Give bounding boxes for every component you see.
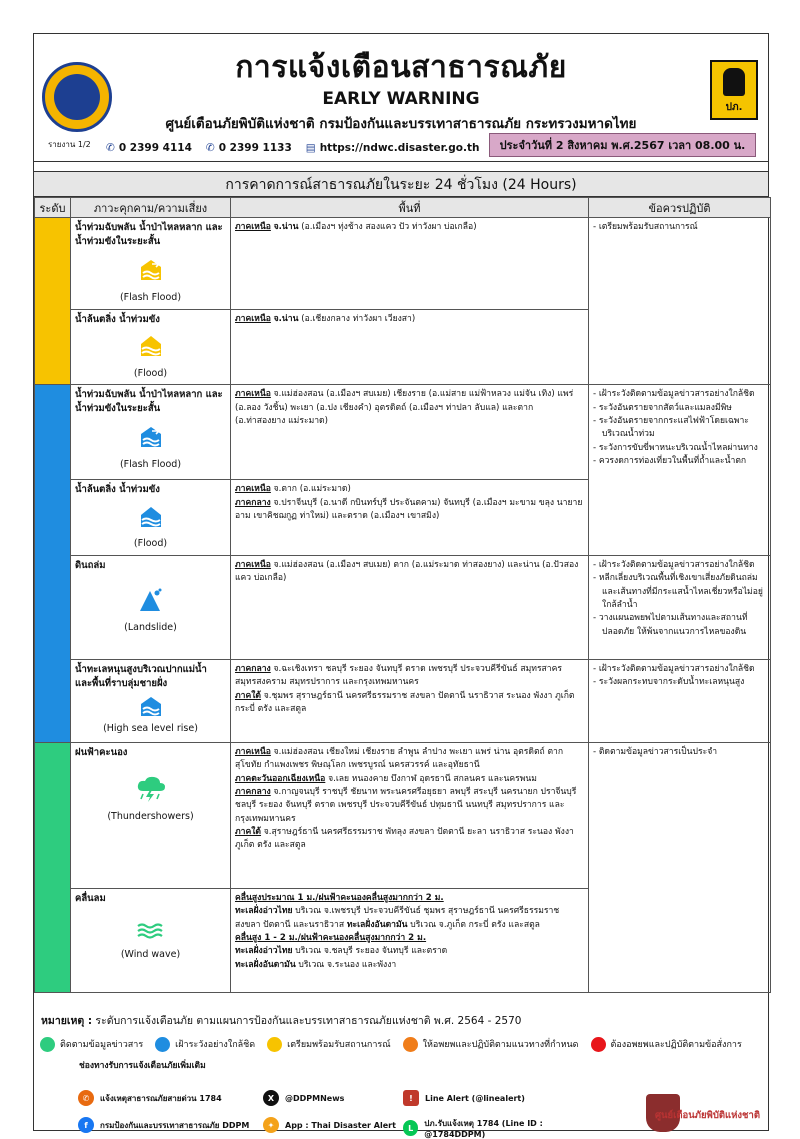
region-label: ภาคกลาง — [235, 787, 271, 798]
hazard-name-en: (Flash Flood) — [119, 291, 182, 303]
page-title: การแจ้งเตือนสาธารณภัย — [235, 50, 567, 85]
contact-bar — [106, 142, 479, 154]
forecast-table — [34, 197, 771, 993]
advice-item: - เตรียมพร้อมรับสถานการณ์ — [593, 222, 698, 232]
area-text: จ.แม่ฮ่องสอน (อ.เมืองฯ สบเมย) ตาก (อ.แม่ระมาด ท่าสองยาง) และน่าน (อ.ปัวสองแคว บ่อเกลือ) — [235, 560, 579, 584]
sea-level-icon — [75, 695, 226, 722]
channel-label: App : Thai Disaster Alert — [285, 1120, 396, 1130]
col-level: ระดับ — [35, 198, 71, 218]
hazard-cell — [71, 556, 231, 660]
region-label: ภาคเหนือ — [235, 222, 271, 232]
area-text: จ.กาญจนบุรี ราชบุรี ชัยนาท พระนครศรีอยุธยา ลพบุรี สระบุรี นครนายก ปราจีนบุรี ชลบุรี ระยอง จันทบุรี ตราด เพชรบุรี ประจวบคีรีขันธ์ ปทุมธานี นนทบุรี สมุทรปราการ และกรุงเทพมหานคร — [235, 787, 577, 824]
hazard-cell — [71, 218, 231, 310]
orange-dot-icon — [403, 1037, 418, 1052]
x-logo-icon: X — [263, 1090, 279, 1106]
region-label: ภาคตะวันออกเฉียงเหนือ — [235, 773, 326, 784]
phone-1: 0 2399 4114 — [118, 142, 192, 154]
area-text: จ.แม่ฮ่องสอน เชียงใหม่ เชียงราย ลำพูน ลำปาง พะเยา แพร่ น่าน อุตรดิตถ์ ตาก สุโขทัย กำแพงเพชร พิษณุโลก เพชรบูรณ์ นครสวรรค์ และอุทัยธานี — [235, 747, 564, 771]
area-text: จ.เลย หนองคาย บึงกาฬ อุดรธานี สกลนคร และนครพนม — [328, 773, 537, 784]
advice-item: - ติดตามข้อมูลข่าวสารเป็นประจำ — [593, 747, 718, 758]
area-text: จ.ชุมพร สุราษฎร์ธานี นครศรีธรรมราช สงขลา ปัตตานี นราธิวาส ระนอง พังงา ภูเก็ต กระบี่ ตรัง และสตูล — [235, 690, 575, 715]
advice-item: - ระวังอันตรายจากสัตว์และแมลงมีพิษ — [593, 402, 732, 413]
flood-icon — [75, 334, 226, 363]
x-channel[interactable] — [263, 1090, 344, 1106]
alert-icon: ! — [403, 1090, 419, 1106]
region-label: ภาคใต้ — [235, 827, 262, 838]
area-cell — [231, 480, 589, 556]
hazard-cell — [71, 385, 231, 480]
footnote-label: หมายเหตุ : — [41, 1015, 93, 1027]
area-text: จ.ปราจีนบุรี (อ.นาดี กบินทร์บุรี ประจันตคาม) จันทบุรี (อ.เมืองฯ มะขาม ขลุง นายายอาม เขาคิชฌกูฏ ท่าใหม่) และตราด (อ.เมืองฯ เขาสมิง) — [235, 497, 583, 521]
page-title-en: EARLY WARNING — [322, 89, 480, 109]
hazard-name: น้ำล้นตลิ่ง น้ำท่วมขัง — [75, 313, 160, 325]
footnote-text: ระดับการแจ้งเตือนภัย ตามแผนการป้องกันและบรรเทาสาธารณภัยแห่งชาติ พ.ศ. 2564 - 2570 — [92, 1015, 522, 1027]
ppor-logo-icon — [710, 60, 758, 120]
channel-label: Line Alert (@linealert) — [425, 1093, 525, 1103]
area-text: บริเวณ จ.เพชรบุรี ประจวบคีรีขันธ์ ชุมพร สุราษฎร์ธานี นครศรีธรรมราช สงขลา ปัตตานี และนราธิวาส — [235, 906, 560, 930]
phone-contact-1[interactable] — [106, 142, 192, 154]
area-cell — [231, 218, 589, 310]
table-row — [35, 743, 771, 889]
area-cell — [231, 660, 589, 743]
hazard-name: น้ำล้นตลิ่ง น้ำท่วมขัง — [75, 484, 160, 496]
legend-item — [40, 1037, 143, 1052]
level-legend — [40, 1037, 770, 1052]
channel-label: @DDPMNews — [285, 1093, 345, 1103]
facebook-icon: f — [78, 1117, 94, 1133]
ppor-logo-label: ปภ. — [725, 102, 743, 113]
hazard-cell — [71, 889, 231, 993]
line-icon: L — [403, 1120, 418, 1136]
report-number: รายงาน 1/2 — [48, 140, 91, 149]
level-yellow — [35, 218, 71, 385]
facebook-channel[interactable] — [78, 1117, 249, 1133]
hazard-name: ดินถล่ม — [75, 560, 106, 572]
advice-cell — [589, 385, 771, 556]
wave-heading: คลื่นสูง 1 - 2 ม./ฝนฟ้าคะนองคลื่นสูงมากกว่า 2 ม. — [235, 933, 427, 944]
level-blue — [35, 385, 71, 743]
level-green — [35, 743, 71, 993]
fax-icon: ✆ — [205, 142, 215, 154]
area-text: (อ.เชียงกลาง ท่าวังผา เวียงสา) — [298, 313, 416, 324]
line-1784-channel[interactable] — [403, 1117, 598, 1139]
hazard-name: น้ำทะเลหนุนสูงบริเวณปากแม่น้ำ และพื้นที่ราบลุ่มชายฝั่ง — [75, 664, 207, 689]
sea-label: ทะเลฝั่งอ่าวไทย — [235, 946, 293, 957]
area-text: บริเวณ จ.ระนอง และพังงา — [295, 959, 397, 970]
agency-subtitle: ศูนย์เตือนภัยพิบัติแห่งชาติ กรมป้องกันและบรรเทาสาธารณภัย กระทรวงมหาดไทย — [165, 116, 637, 132]
channel-label: กรมป้องกันและบรรเทาสาธารณภัย DDPM — [100, 1120, 250, 1130]
app-channel[interactable] — [263, 1117, 396, 1133]
area-text: จ.แม่ฮ่องสอน (อ.เมืองฯ สบเมย) เชียงราย (อ.แม่สาย แม่ฟ้าหลวง แม่จัน เทิง) แพร่ (อ.ลอง วังชิ้น) พะเยา (อ.ปง เชียงคำ) อุตรดิตถ์ (อ.เมืองฯ ท่าปลา ลับแล) และตาก (อ.ท่าสองยาง แม่ระมาด) — [235, 389, 574, 426]
table-row — [35, 218, 771, 310]
legend-label: ให้อพยพและปฏิบัติตามแนวทางที่กำหนด — [422, 1040, 579, 1050]
area-cell — [231, 309, 589, 385]
table-row — [35, 660, 771, 743]
legend-item — [267, 1037, 390, 1052]
area-text: จ.ฉะเชิงเทรา ชลบุรี ระยอง จันทบุรี ตราด เพชรบุรี ประจวบคีรีขันธ์ สมุทรสาคร สมุทรสงคราม สมุทรปราการ และกรุงเทพมหานคร — [235, 664, 562, 688]
area-text: บริเวณ จ.ภูเก็ต กระบี่ ตรัง และสตูล — [407, 919, 540, 930]
region-label: ภาคเหนือ — [235, 313, 271, 324]
advice-item: - วางแผนอพยพไปตามเส้นทางและสถานที่ปลอดภัย ให้พ้นจากแนวการไหลของดิน — [593, 613, 748, 637]
hazard-name: น้ำท่วมฉับพลัน น้ำป่าไหลหลาก และน้ำท่วมขังในระยะสั้น — [75, 222, 223, 247]
footer — [34, 1012, 770, 1139]
line-alert-channel[interactable] — [403, 1090, 525, 1106]
website-url: https://ndwc.disaster.go.th — [319, 142, 480, 154]
header — [34, 34, 768, 162]
hazard-cell — [71, 309, 231, 385]
hazard-cell — [71, 743, 231, 889]
issue-date: ประจำวันที่ 2 สิงหาคม พ.ศ.2567 เวลา 08.00 น. — [489, 133, 756, 157]
hazard-name: น้ำท่วมฉับพลัน น้ำป่าไหลหลาก และน้ำท่วมขังในระยะสั้น — [75, 389, 223, 415]
province-label: จ.น่าน — [273, 222, 299, 232]
province-label: จ.น่าน — [273, 313, 299, 324]
website-link[interactable] — [306, 142, 480, 154]
legend-item — [403, 1037, 579, 1052]
col-area: พื้นที่ — [231, 198, 589, 218]
landslide-icon — [75, 587, 226, 618]
area-text: จ.ตาก (อ.แม่ระมาด) — [273, 484, 351, 495]
hazard-name-en: (Landslide) — [124, 622, 177, 634]
thunderstorm-icon — [75, 776, 226, 807]
footnote — [41, 1012, 770, 1029]
advice-cell — [589, 556, 771, 660]
area-cell — [231, 889, 589, 993]
green-dot-icon — [40, 1037, 55, 1052]
hazard-name-en: (Flash Flood) — [119, 459, 182, 471]
sea-label: ทะเลฝั่งอ่าวไทย — [235, 906, 293, 917]
sea-label: ทะเลฝั่งอันดามัน — [235, 959, 296, 970]
advice-cell — [589, 743, 771, 993]
region-label: ภาคกลาง — [235, 664, 271, 675]
yellow-dot-icon — [267, 1037, 282, 1052]
hazard-cell — [71, 480, 231, 556]
area-text: (อ.เมืองฯ ทุ่งช้าง สองแคว ปัว ท่าวังผา บ่อเกลือ) — [298, 222, 477, 232]
hotline-channel[interactable] — [78, 1090, 222, 1106]
hazard-name-en: (Thundershowers) — [107, 811, 194, 823]
flash-flood-icon — [75, 424, 226, 455]
app-icon: ✦ — [263, 1117, 279, 1133]
phone-icon: ✆ — [78, 1090, 94, 1106]
hazard-name: คลื่นลม — [75, 893, 106, 905]
advice-item: - เฝ้าระวังติดตามข้อมูลข่าวสารอย่างใกล้ชิด — [593, 389, 755, 400]
hazard-name-en: (Flood) — [133, 538, 168, 550]
area-text: บริเวณ จ.ชลบุรี ระยอง จันทบุรี และตราด — [292, 946, 448, 957]
legend-label: เฝ้าระวังอย่างใกล้ชิด — [175, 1040, 256, 1050]
phone-contact-2[interactable] — [206, 142, 292, 154]
region-label: ภาคเหนือ — [235, 560, 271, 571]
legend-label: ติดตามข้อมูลข่าวสาร — [60, 1040, 144, 1050]
channel-label: ปภ.รับแจ้งเหตุ 1784 (Line ID : @1784DDPM) — [424, 1119, 543, 1139]
advice-item: - ระวังผลกระทบจากระดับน้ำทะเลหนุนสูง — [593, 677, 745, 688]
col-hazard: ภาวะคุกคาม/ความเสี่ยง — [71, 198, 231, 218]
channel-label: แจ้งเหตุสาธารณภัยสายด่วน 1784 — [100, 1093, 222, 1103]
web-icon: ▤ — [305, 142, 316, 154]
wave-heading: คลื่นสูงประมาณ 1 ม./ฝนฟ้าคะนองคลื่นสูงมากกว่า 2 ม. — [235, 893, 444, 904]
advice-item: - ควรงดการท่องเที่ยวในพื้นที่ถ้ำและน้ำตก — [593, 455, 747, 466]
col-advice: ข้อควรปฏิบัติ — [589, 198, 771, 218]
red-dot-icon — [591, 1037, 606, 1052]
legend-item — [591, 1037, 742, 1052]
sea-label: ทะเลฝั่งอันดามัน — [346, 919, 408, 930]
area-text: จ.สุราษฎร์ธานี นครศรีธรรมราช พัทลุง สงขลา ปัตตานี ยะลา นราธิวาส ระนอง พังงา ภูเก็ต ตรัง และสตูล — [235, 827, 574, 851]
legend-label: ต้องอพยพและปฏิบัติตามข้อสั่งการ — [610, 1040, 742, 1050]
area-cell — [231, 556, 589, 660]
table-row — [35, 556, 771, 660]
forecast-title: การคาดการณ์สาธารณภัยในระยะ 24 ชั่วโมง (24 Hours) — [34, 171, 768, 197]
hazard-name-en: (Flood) — [133, 367, 168, 379]
blue-dot-icon — [155, 1037, 170, 1052]
region-label: ภาคใต้ — [235, 690, 262, 701]
flash-flood-icon — [75, 257, 226, 288]
area-cell — [231, 743, 589, 889]
region-label: ภาคเหนือ — [235, 747, 271, 758]
advice-cell — [589, 660, 771, 743]
region-label: ภาคเหนือ — [235, 389, 271, 400]
advice-item: - เฝ้าระวังติดตามข้อมูลข่าวสารอย่างใกล้ชิด — [593, 560, 755, 571]
advice-item: - หลีกเลี่ยงบริเวณพื้นที่เชิงเขาเสี่ยงภัยดินถล่มและเส้นทางที่มีกระแสน้ำไหลเชี่ยวหรือไม่อยู่ใกล้ลำน้ำ — [593, 573, 763, 611]
advice-cell — [589, 218, 771, 385]
advice-item: - ระวังการขับขี่พาหนะบริเวณน้ำไหลผ่านทาง — [593, 442, 758, 453]
region-label: ภาคกลาง — [235, 497, 271, 508]
hazard-name-en: (High sea level rise) — [103, 723, 198, 734]
phone-icon: ✆ — [106, 142, 115, 154]
wind-wave-icon — [75, 922, 226, 945]
region-label: ภาคเหนือ — [235, 484, 271, 495]
hazard-cell — [71, 660, 231, 743]
hazard-name: ฝนฟ้าคะนอง — [75, 747, 128, 759]
legend-label: เตรียมพร้อมรับสถานการณ์ — [287, 1040, 391, 1050]
phone-2: 0 2399 1133 — [218, 142, 292, 154]
table-row — [35, 385, 771, 480]
legend-item — [155, 1037, 255, 1052]
bulletin-frame — [33, 33, 769, 1139]
ndwc-name: ศูนย์เตือนภัยพิบัติแห่งชาติ — [655, 1110, 760, 1121]
area-cell — [231, 385, 589, 480]
advice-item: - เฝ้าระวังติดตามข้อมูลข่าวสารอย่างใกล้ชิด — [593, 664, 755, 675]
channels-title: ช่องทางรับการแจ้งเตือนภัยเพิ่มเติม — [79, 1061, 206, 1071]
hazard-name-en: (Wind wave) — [120, 949, 181, 961]
flood-icon — [75, 505, 226, 534]
advice-item: - ระวังอันตรายจากกระแสไฟฟ้าโดยเฉพาะบริเวณน้ำท่วม — [593, 415, 749, 440]
